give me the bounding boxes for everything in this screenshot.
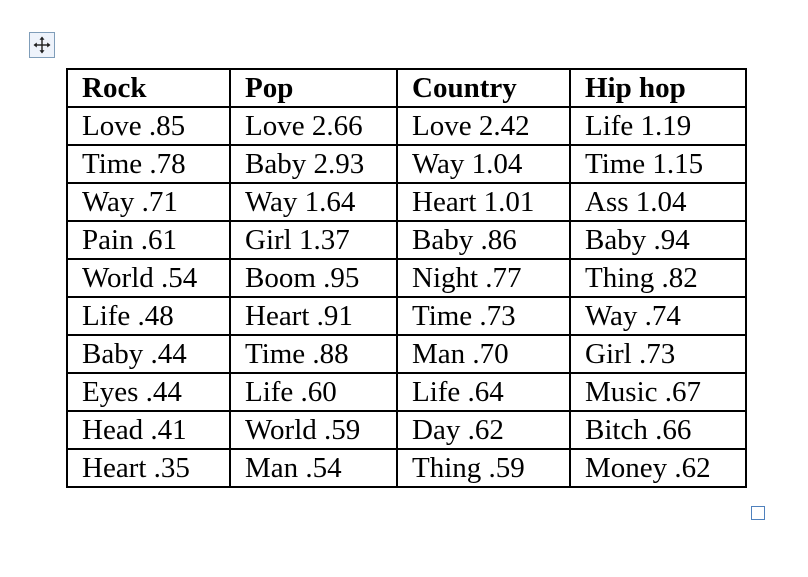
- table-cell-country: Thing .59: [397, 449, 570, 487]
- table-cell-hip-hop: Way .74: [570, 297, 746, 335]
- table-cell-pop: Boom .95: [230, 259, 397, 297]
- table-cell-hip-hop: Money .62: [570, 449, 746, 487]
- table-cell-pop: Baby 2.93: [230, 145, 397, 183]
- header-cell-pop: Pop: [230, 69, 397, 107]
- table-row: [67, 297, 746, 335]
- table-cell-rock: Eyes .44: [67, 373, 230, 411]
- table-cell-rock: Love .85: [67, 107, 230, 145]
- table-cell-pop: Man .54: [230, 449, 397, 487]
- table-cell-rock: Heart .35: [67, 449, 230, 487]
- table-row: [67, 145, 746, 183]
- header-cell-hip-hop: Hip hop: [570, 69, 746, 107]
- table-cell-rock: Time .78: [67, 145, 230, 183]
- word-frequency-table: [66, 68, 747, 488]
- table-row: [67, 335, 746, 373]
- table-cell-hip-hop: Girl .73: [570, 335, 746, 373]
- table-cell-country: Love 2.42: [397, 107, 570, 145]
- table-cell-rock: Head .41: [67, 411, 230, 449]
- header-cell-rock: Rock: [67, 69, 230, 107]
- table-row: [67, 373, 746, 411]
- table-row: [67, 411, 746, 449]
- table-row: [67, 183, 746, 221]
- table-move-handle[interactable]: [29, 32, 55, 58]
- table-row: [67, 449, 746, 487]
- table-row: [67, 221, 746, 259]
- table-cell-country: Day .62: [397, 411, 570, 449]
- table-cell-pop: Life .60: [230, 373, 397, 411]
- table-cell-country: Man .70: [397, 335, 570, 373]
- table-cell-country: Baby .86: [397, 221, 570, 259]
- table-cell-rock: Life .48: [67, 297, 230, 335]
- table-cell-pop: Time .88: [230, 335, 397, 373]
- table-cell-hip-hop: Music .67: [570, 373, 746, 411]
- table-cell-hip-hop: Thing .82: [570, 259, 746, 297]
- table-cell-pop: Way 1.64: [230, 183, 397, 221]
- table-cell-country: Night .77: [397, 259, 570, 297]
- table-cell-country: Heart 1.01: [397, 183, 570, 221]
- header-row: [67, 69, 746, 107]
- table-cell-pop: Heart .91: [230, 297, 397, 335]
- table-cell-rock: World .54: [67, 259, 230, 297]
- table-row: [67, 259, 746, 297]
- header-cell-country: Country: [397, 69, 570, 107]
- table-cell-hip-hop: Time 1.15: [570, 145, 746, 183]
- table-cell-hip-hop: Life 1.19: [570, 107, 746, 145]
- table-cell-rock: Baby .44: [67, 335, 230, 373]
- table-cell-hip-hop: Ass 1.04: [570, 183, 746, 221]
- table-cell-hip-hop: Bitch .66: [570, 411, 746, 449]
- table-cell-country: Life .64: [397, 373, 570, 411]
- table-cell-pop: World .59: [230, 411, 397, 449]
- table-resize-handle[interactable]: [751, 506, 765, 520]
- table-cell-rock: Pain .61: [67, 221, 230, 259]
- table-cell-rock: Way .71: [67, 183, 230, 221]
- table-cell-country: Time .73: [397, 297, 570, 335]
- move-arrows-icon: [33, 36, 51, 54]
- table-cell-hip-hop: Baby .94: [570, 221, 746, 259]
- table-cell-pop: Girl 1.37: [230, 221, 397, 259]
- table-cell-country: Way 1.04: [397, 145, 570, 183]
- table-row: [67, 107, 746, 145]
- table-cell-pop: Love 2.66: [230, 107, 397, 145]
